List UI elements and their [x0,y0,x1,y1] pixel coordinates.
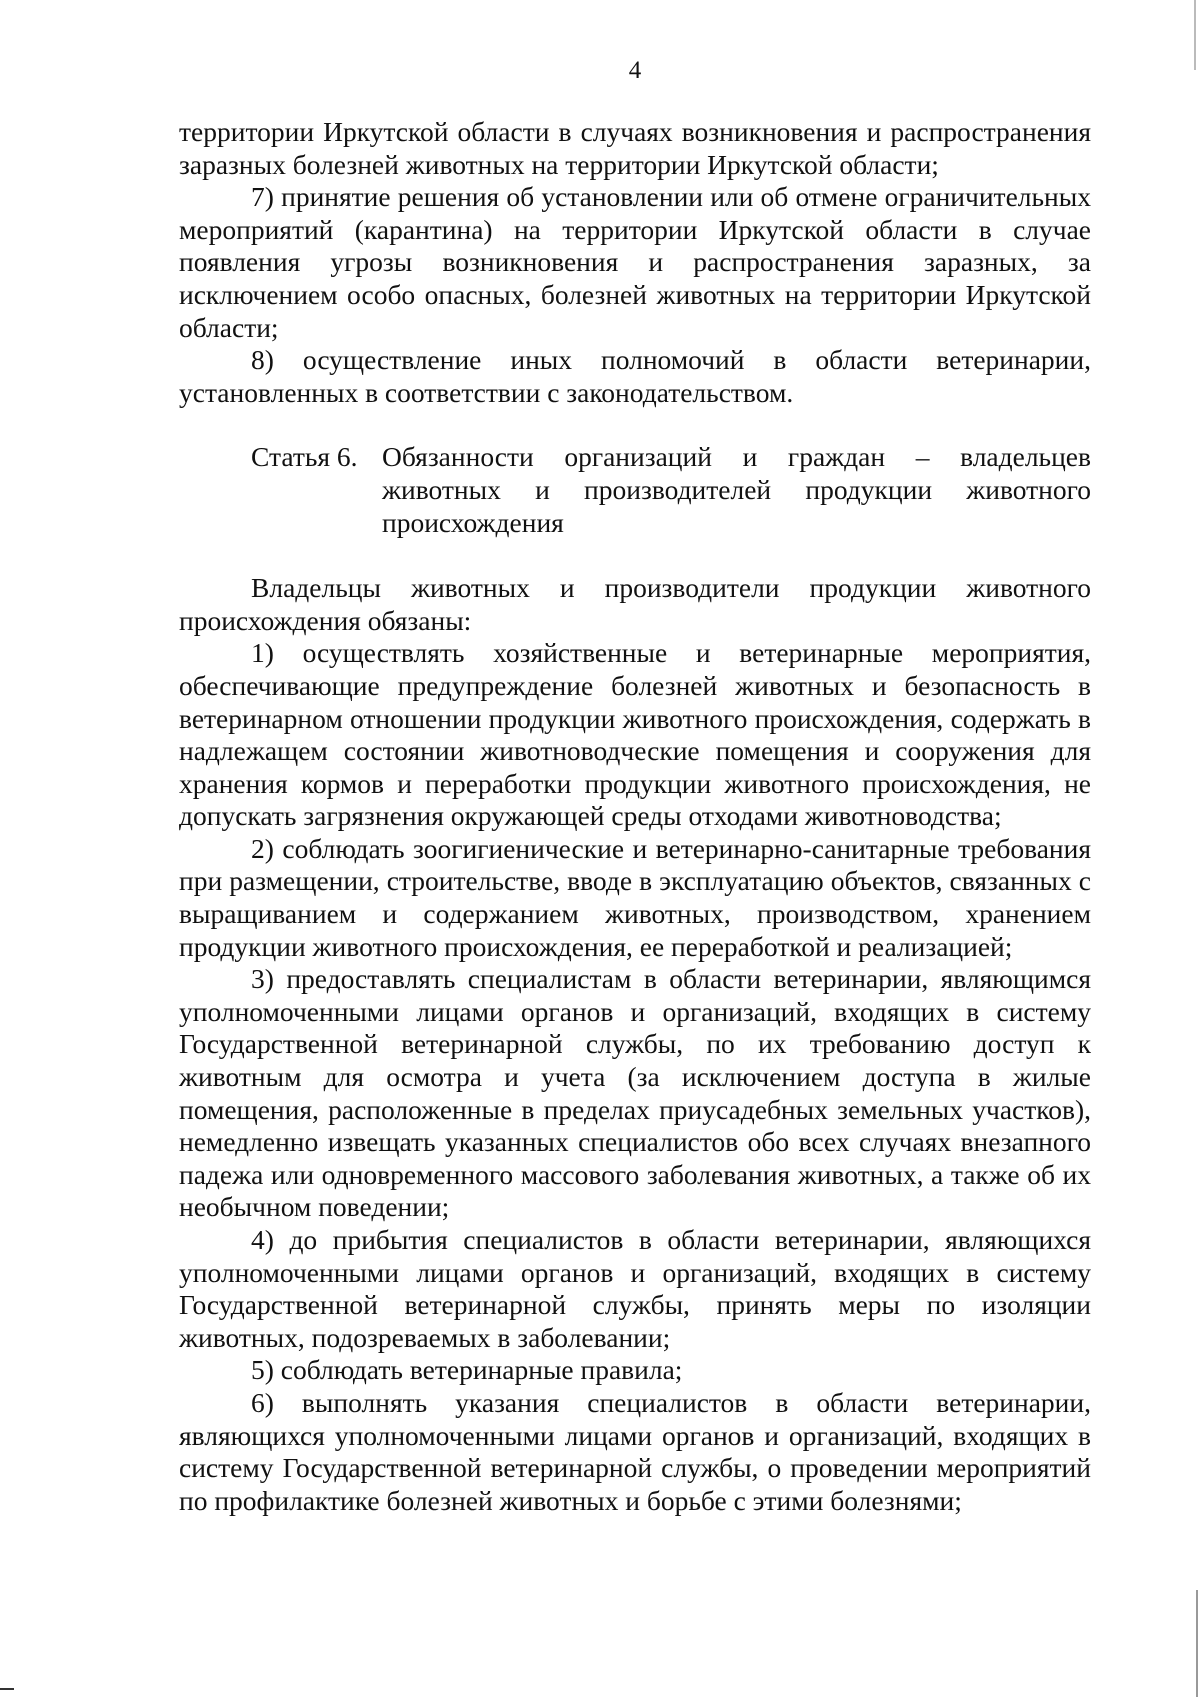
list-item-8: 8) осуществление иных полномочий в области ветеринарии, установленных в соответствии с законодательством. [179,344,1091,408]
page-number: 4 [628,57,642,84]
article-title: Обязанности организаций и граждан – владельцев животных и производителей продукции животного происхождения [382,441,1091,538]
duty-item-2: 2) соблюдать зоогигиенические и ветеринарно-санитарные требования при размещении, строительстве, вводе в эксплуатацию объектов, связанных с выращиванием и содержанием животных, производством, хранением продукции животного происхождения, ее переработкой и реализацией; [179,832,1091,962]
duty-item-5: 5) соблюдать ветеринарные правила; [251,1354,683,1386]
article-heading [179,441,1091,539]
duty-item-6: 6) выполнять указания специалистов в области ветеринарии, являющихся уполномоченными лицами органов и организаций, входящих в систему Государственной ветеринарной службы, о проведении мероприятий по профилактике болезней животных и борьбе с этими болезнями; [179,1386,1091,1516]
paragraph-continuation: территории Иркутской области в случаях возникновения и распространения заразных болезней животных на территории Иркутской области; [179,116,1091,180]
scan-edge-mark [0,1688,14,1690]
duty-item-1: 1) осуществлять хозяйственные и ветеринарные мероприятия, обеспечивающие предупреждение болезней животных и безопасность в ветеринарном отношении продукции животного происхождения, содержать в надлежащем состоянии животноводческие помещения и сооружения для хранения кормов и переработки продукции животного происхождения, не допускать загрязнения окружающей среды отходами животноводства; [179,637,1091,832]
duty-item-3: 3) предоставлять специалистам в области ветеринарии, являющимся уполномоченными лицами органов и организаций, входящих в систему Государственной ветеринарной службы, по их требованию доступ к животным для осмотра и учета (за исключением доступа в жилые помещения, расположенные в пределах приусадебных земельных участков), немедленно извещать указанных специалистов обо всех случаях внезапного падежа или одновременного массового заболевания животных, а также об их необычном поведении; [179,963,1091,1223]
list-item-7: 7) принятие решения об установлении или об отмене ограничительных мероприятий (карантина) на территории Иркутской области в случае появления угрозы возникновения и распространения заразных, за исключением особо опасных, болезней животных на территории Иркутской области; [179,181,1091,343]
duty-item-4: 4) до прибытия специалистов в области ветеринарии, являющихся уполномоченными лицами органов и организаций, входящих в систему Государственной ветеринарной службы, принять меры по изоляции животных, подозреваемых в заболевании; [179,1224,1091,1353]
scan-edge-mark [1196,1590,1198,1697]
intro-paragraph: Владельцы животных и производители продукции животного происхождения обязаны: [179,572,1091,636]
document-body [179,116,1091,1517]
article-label: Статья 6. [251,441,358,473]
